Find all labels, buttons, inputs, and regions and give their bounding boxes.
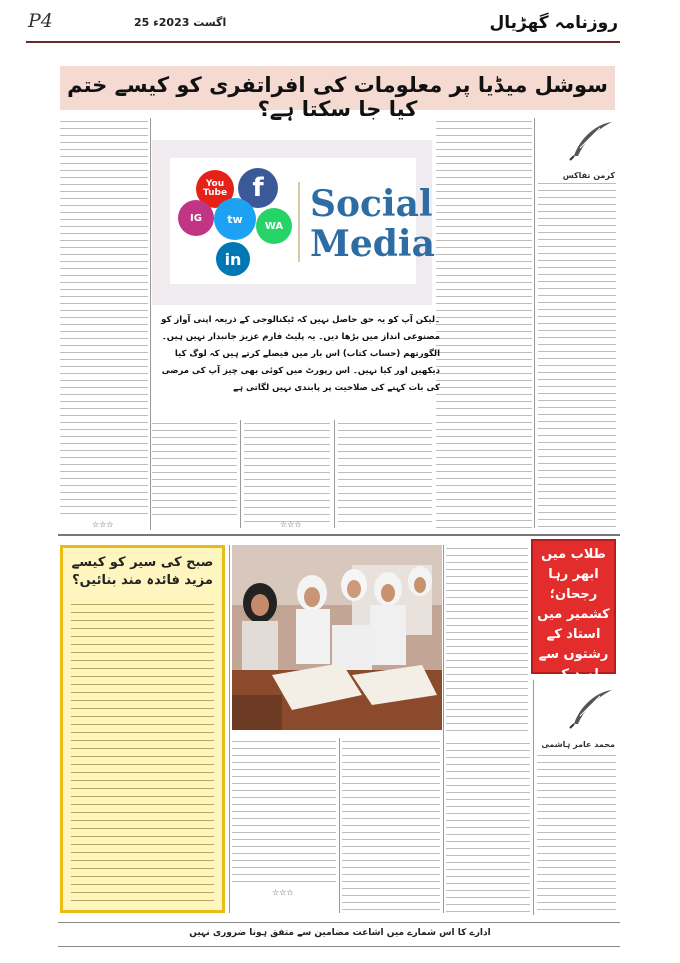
instagram-icon: IG <box>178 200 214 236</box>
column-divider <box>334 420 335 528</box>
headline-banner <box>60 66 615 121</box>
youtube-icon: You Tube <box>196 170 234 208</box>
students-image <box>232 545 442 730</box>
media-title: Media <box>310 223 435 265</box>
end-stars: ☆☆☆ <box>280 520 302 529</box>
classroom-photo <box>232 545 442 730</box>
article-column <box>152 420 237 520</box>
column-divider <box>533 680 534 915</box>
article-column <box>244 420 330 524</box>
quill-pen-icon <box>566 686 616 730</box>
page-number: P4 <box>28 10 53 32</box>
issue-date: 25 اگست 2023ء <box>134 16 227 29</box>
article-column-mid-right <box>436 118 532 528</box>
article-column <box>537 752 616 914</box>
end-stars: ☆☆☆ <box>272 888 294 897</box>
linkedin-icon: in <box>216 242 250 276</box>
footer-rule <box>58 922 620 923</box>
article-column <box>342 738 440 913</box>
pull-quote: ۔لیکن آپ کو یہ حق حاصل نہیں کہ ٹیکنالوجی کے ذریعہ اپنی آواز کو مصنوعی انداز میں بڑھا دیں۔ یہ پلیٹ فارم عزیز جانبدار نہیں ہیں۔ الگورتھم (حساب کتاب) اس بار میں فیصلے کرتے ہیں کہ لوگ کیا دیکھیں اور کیا نہیں۔ اس رپورٹ میں کوئی بھی چیز آپ کی مرضی کی بات کہنے کی صلاحیت پر پابندی نہیں لگاتی ہے <box>161 315 440 393</box>
footer-disclaimer: ادارے کا اس شمارے میں اشاعت مضامین سے متفق ہونا ضروری نہیں <box>189 928 491 938</box>
kashmir-teachers-title: طلاب میں ابھر رہا رجحان؛ کشمیر میں استاد کے رشتوں سے امید کی کرن <box>537 547 610 702</box>
morning-walk-title: صبح کی سیر کو کیسے مزید فائدہ مند بنائیں؟ <box>71 555 214 588</box>
article-column <box>446 545 528 735</box>
article-column <box>446 740 530 915</box>
facebook-icon: f <box>238 168 278 208</box>
morning-walk-body <box>71 600 214 902</box>
header-rule <box>26 41 620 43</box>
article-column <box>232 738 336 888</box>
column-divider <box>443 545 444 913</box>
end-stars: ☆☆☆ <box>92 520 114 529</box>
headline-text: سوشل میڈیا پر معلومات کی افراتفری کو کیسے ختم کیا جا سکتا ہے؟ <box>67 73 608 121</box>
article-column <box>338 420 432 524</box>
column-divider <box>240 420 241 528</box>
social-media-graphic <box>152 140 435 305</box>
byline-top: کرمن تفاکس <box>562 171 615 180</box>
morning-walk-article <box>60 545 225 913</box>
footer-rule <box>58 946 620 947</box>
section-rule <box>58 534 620 536</box>
column-divider <box>339 738 340 913</box>
masthead-title: روزنامہ گھڑیال <box>489 13 618 33</box>
article-column-right <box>538 180 616 528</box>
twitter-icon: tw <box>214 198 256 240</box>
column-divider <box>229 545 230 913</box>
kashmir-teachers-article-title <box>531 539 616 702</box>
byline-bottom: محمد عامر ہاشمی <box>541 740 615 749</box>
quill-pen-icon <box>566 118 616 162</box>
article-column-left <box>60 118 148 516</box>
graphic-divider <box>298 182 300 262</box>
whatsapp-icon: WA <box>256 208 292 244</box>
social-title: Social <box>310 183 433 225</box>
column-divider <box>534 118 535 528</box>
